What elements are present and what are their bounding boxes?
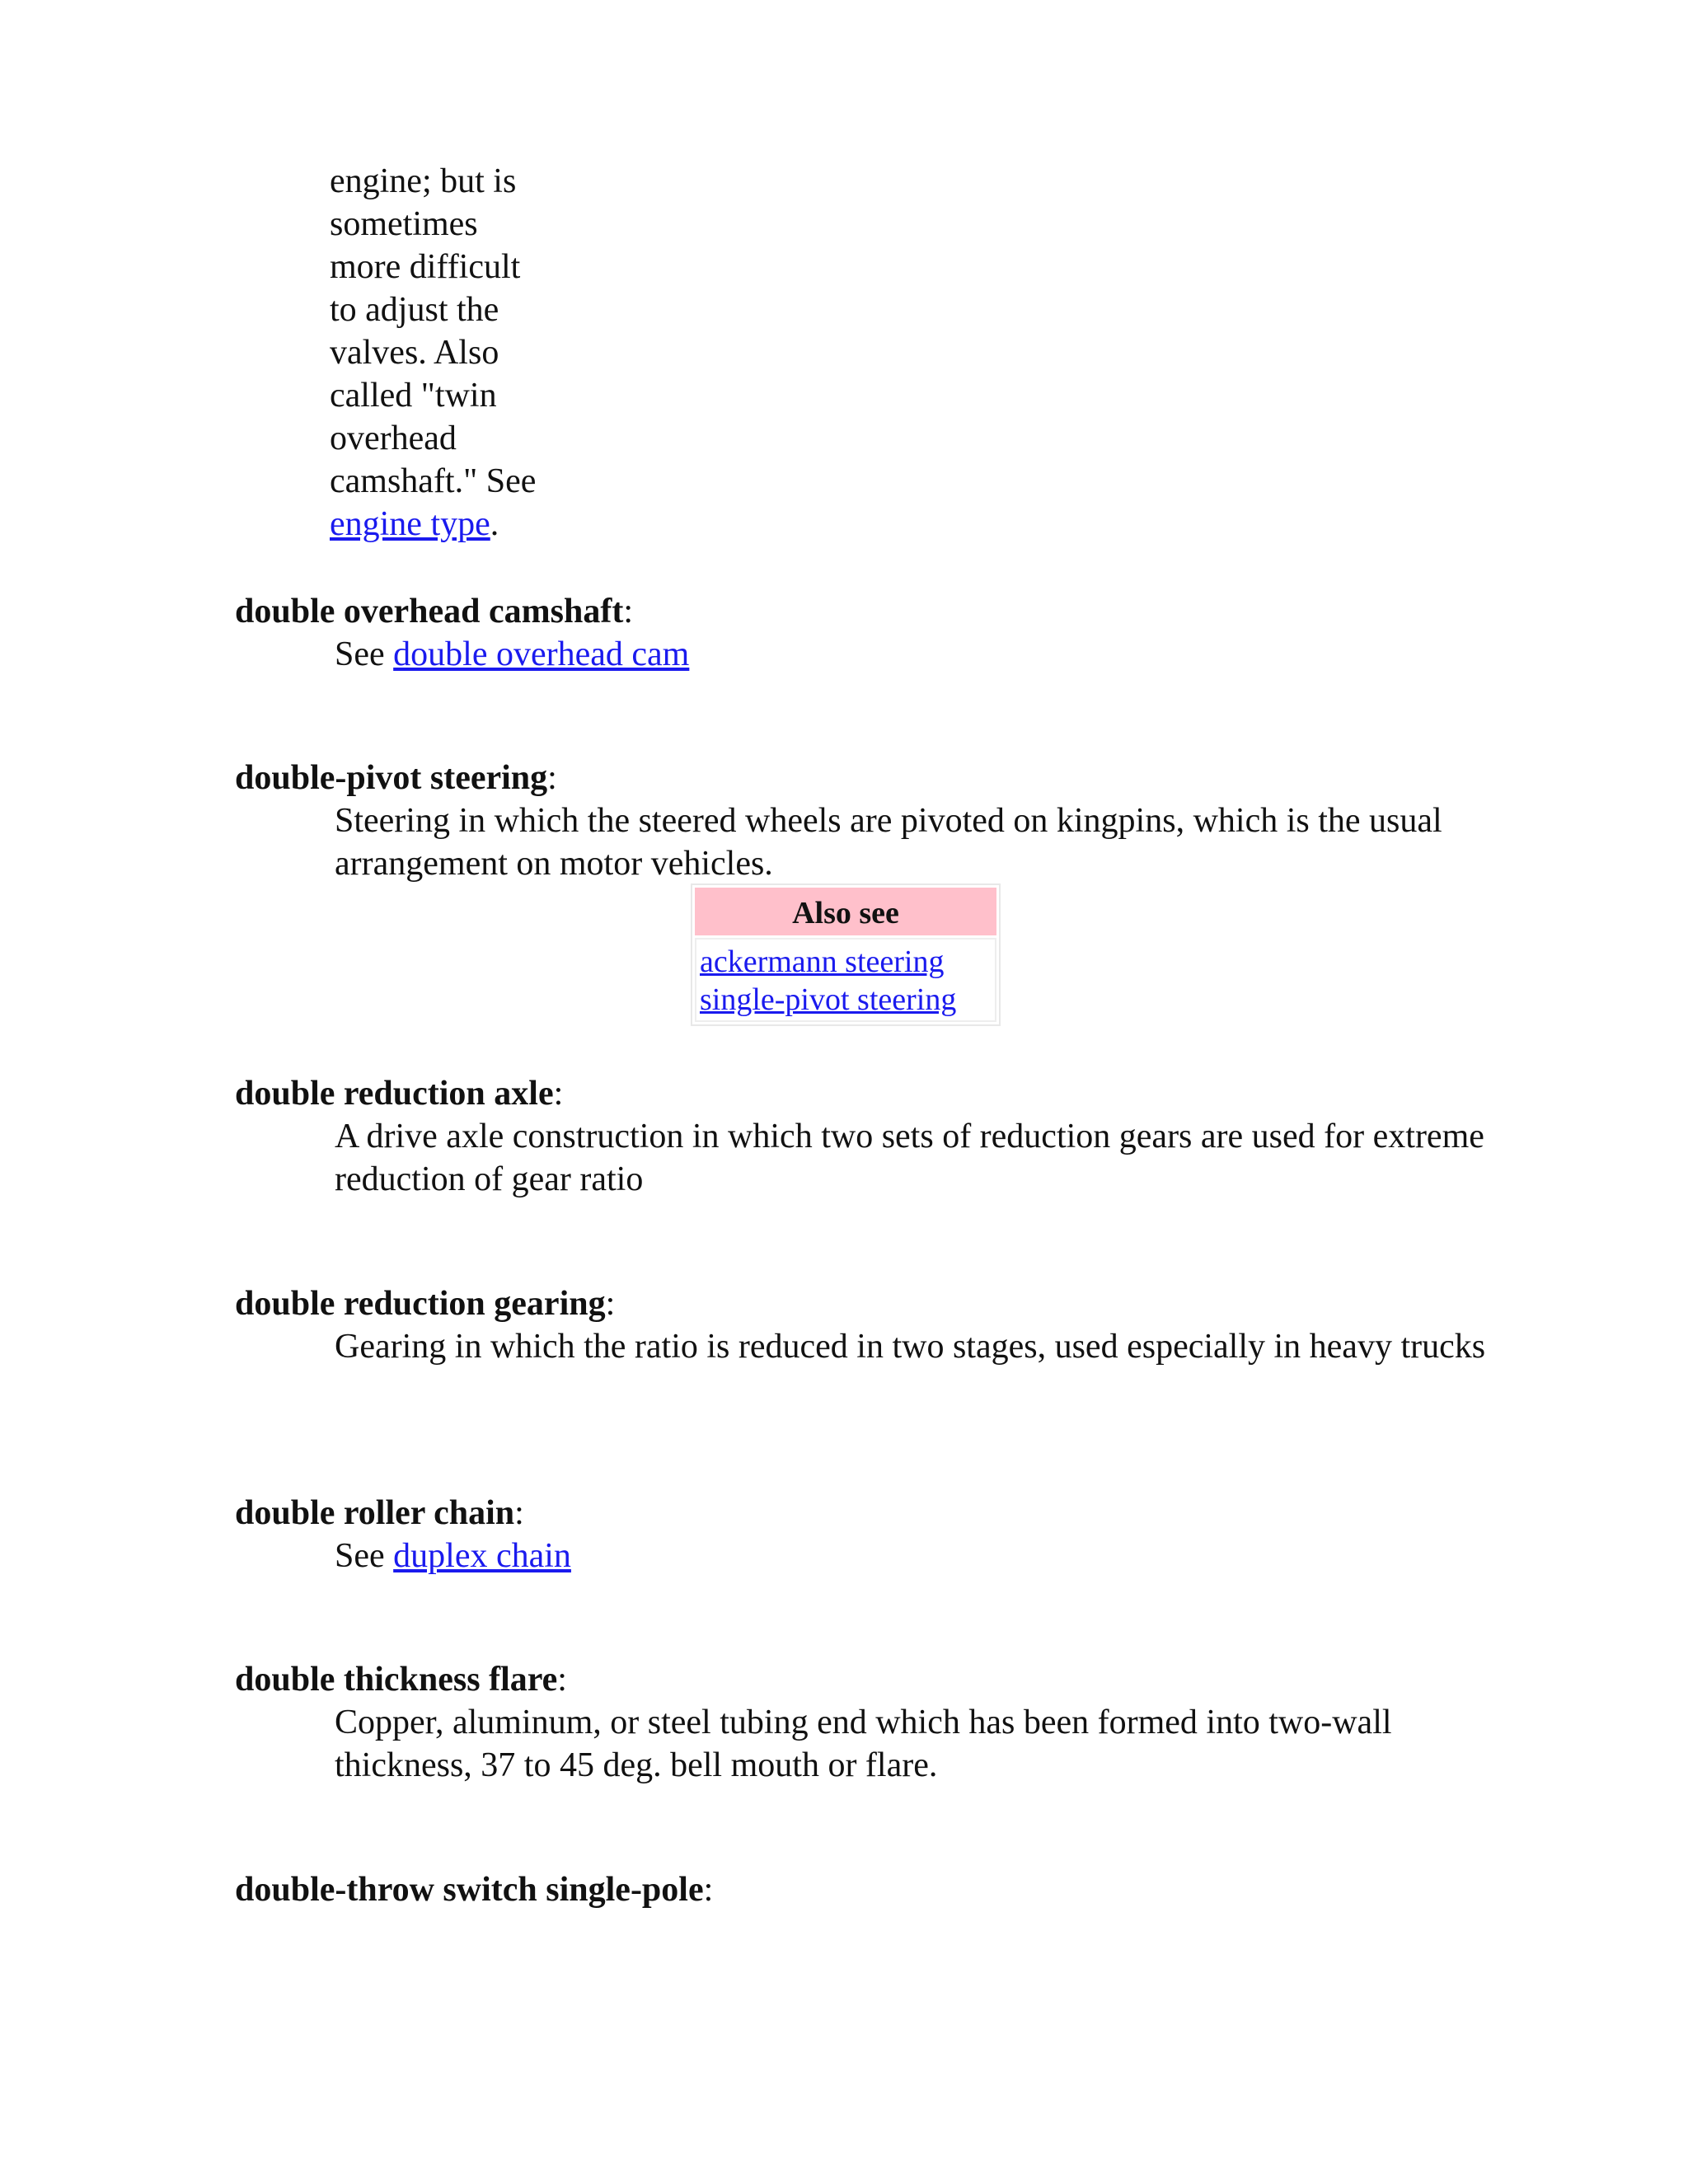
entry-term: double roller chain (235, 1494, 515, 1532)
see-prefix: See (335, 1537, 394, 1575)
see-prefix: See (335, 635, 394, 673)
period: . (490, 505, 499, 543)
also-see-links (695, 938, 996, 1022)
text-line: sometimes (330, 205, 478, 243)
text-line (330, 503, 577, 546)
glossary-entry (235, 1658, 1471, 1787)
text-line: to adjust the (330, 291, 499, 329)
text-line: camshaft." See (330, 462, 537, 500)
glossary-entry (235, 757, 1471, 885)
glossary-entry (235, 590, 1471, 676)
entry-definition (235, 633, 1471, 676)
text-line: valves. Also (330, 334, 499, 372)
text-line: overhead (330, 419, 457, 457)
entry-term: double thickness flare (235, 1661, 558, 1699)
term-colon: : (623, 593, 634, 630)
ackermann-steering-link[interactable]: ackermann steering (700, 944, 945, 979)
entry-term: double-pivot steering (235, 759, 548, 797)
entry-term: double reduction gearing (235, 1285, 606, 1323)
entry-definition (235, 1535, 1471, 1577)
glossary-entry (235, 1868, 1471, 1911)
term-colon: : (553, 1075, 564, 1113)
term-colon: : (605, 1285, 616, 1323)
text-line: called "twin (330, 377, 497, 415)
text-line: engine; but is (330, 162, 517, 200)
entry-definition: Steering in which the steered wheels are pivoted on kingpins, which is the usual arrangement on motor vehicles. (335, 802, 1442, 883)
continued-definition (330, 160, 577, 546)
entry-term: double overhead camshaft (235, 593, 624, 630)
also-see-box (691, 883, 1001, 1026)
double-overhead-cam-link[interactable]: double overhead cam (393, 635, 690, 673)
glossary-entry (235, 1492, 1471, 1577)
text-line: more difficult (330, 248, 521, 286)
entry-definition: Copper, aluminum, or steel tubing end which has been formed into two-wall thickness, 37 to 45 deg. bell mouth or flare. (335, 1704, 1392, 1784)
term-colon: : (514, 1494, 524, 1532)
glossary-entry (235, 1072, 1484, 1201)
entry-definition: Gearing in which the ratio is reduced in two stages, used especially in heavy trucks (335, 1328, 1486, 1366)
engine-type-link[interactable]: engine type (330, 505, 490, 543)
entry-term: double-throw switch single-pole (235, 1871, 704, 1909)
entry-definition: A drive axle construction in which two sets of reduction gears are used for extreme reduction of gear ratio (335, 1118, 1484, 1198)
single-pivot-steering-link[interactable]: single-pivot steering (700, 982, 957, 1017)
term-colon: : (547, 759, 557, 797)
term-colon: : (557, 1661, 567, 1699)
glossary-entry (235, 1282, 1486, 1368)
term-colon: : (703, 1871, 714, 1909)
also-see-heading: Also see (695, 888, 996, 935)
duplex-chain-link[interactable]: duplex chain (393, 1537, 571, 1575)
entry-term: double reduction axle (235, 1075, 554, 1113)
